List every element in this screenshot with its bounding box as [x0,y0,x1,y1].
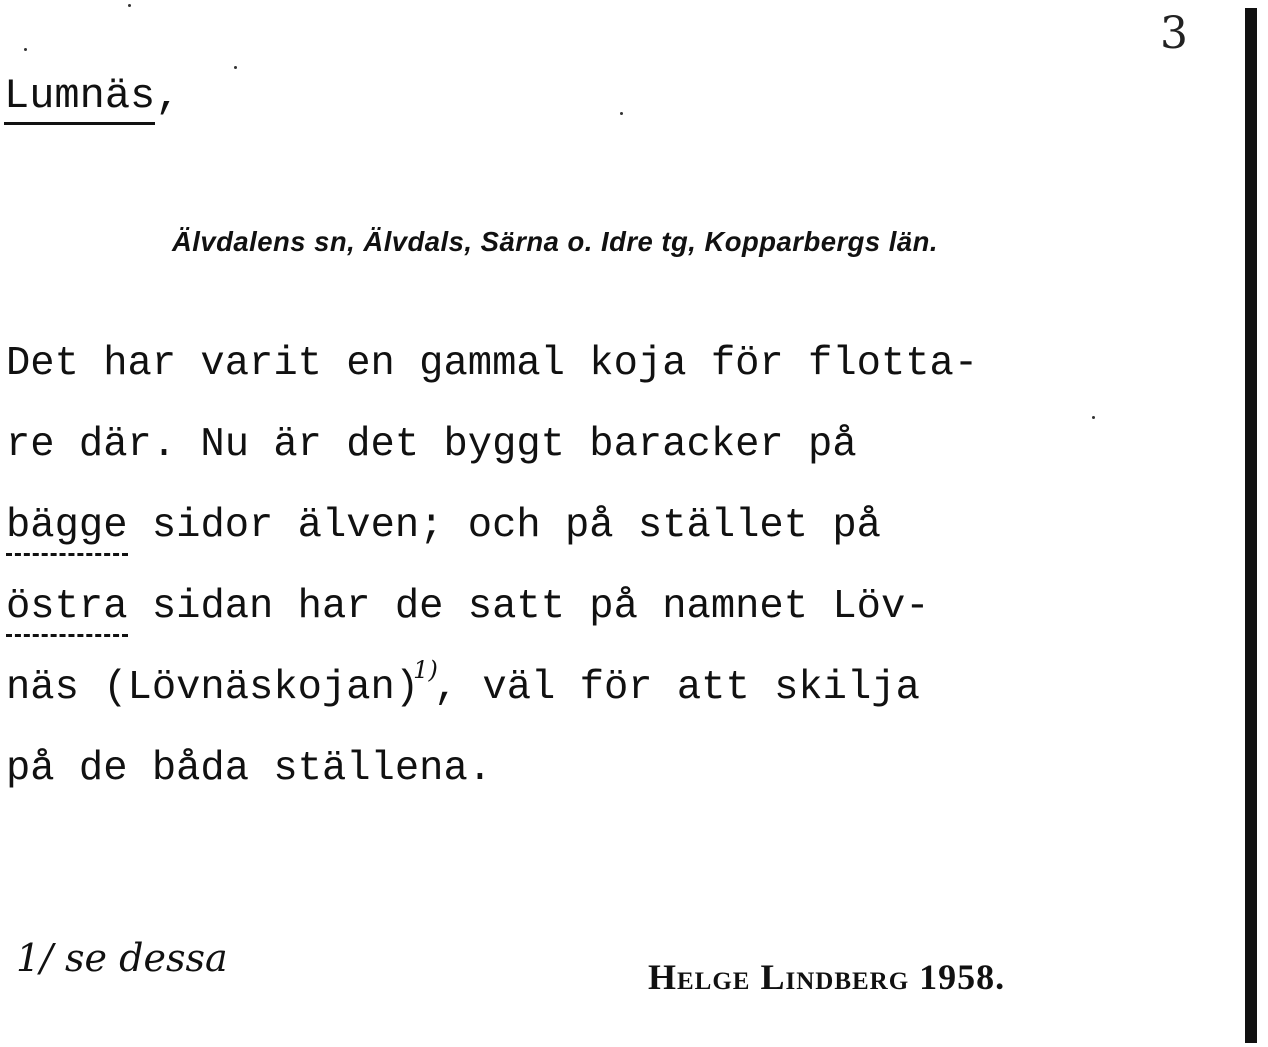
speck [234,66,237,69]
body-line-5 [6,648,978,729]
parish-stamp: Älvdalens sn, Älvdals, Särna o. Idre tg, Kopparbergs län. [172,226,938,257]
body-line-2 [6,405,978,486]
speck [620,112,623,115]
speck [1092,416,1095,419]
body-line-4 [6,567,978,648]
card-body [6,324,978,810]
handwritten-footnote: 1/ se dessa [16,936,228,980]
page-number: 3 [1160,8,1188,59]
body-line-1 [6,324,978,405]
body-line-text: sidan har de satt på namnet Löv- [127,584,930,630]
body-line-text: på de båda ställena. [6,746,493,792]
footnote-reference: 1) [413,656,438,684]
speck [24,48,27,51]
body-line-6 [6,729,978,810]
collector-year: 1958. [919,957,1006,997]
underlined-word: östra [6,584,128,637]
body-line-text: sidor älven; och på stället på [127,503,881,549]
place-name-heading [4,68,180,124]
heading-comma: , [155,72,181,120]
collector-signature [648,956,1005,998]
underlined-word: bägge [6,503,128,556]
speck [128,4,131,7]
body-line-text: Det har varit en gammal koja för flotta- [6,341,979,387]
body-line-3 [6,486,978,567]
body-line-text: re där. Nu är det byggt baracker på [6,422,857,468]
place-name: Lumnäs [4,72,155,125]
card-edge-bar [1245,8,1257,1043]
body-line-text: , väl för att skilja [433,665,920,711]
collector-name: Helge Lindberg [648,957,910,997]
body-line-text: näs (Lövnäskojan) [6,665,420,711]
